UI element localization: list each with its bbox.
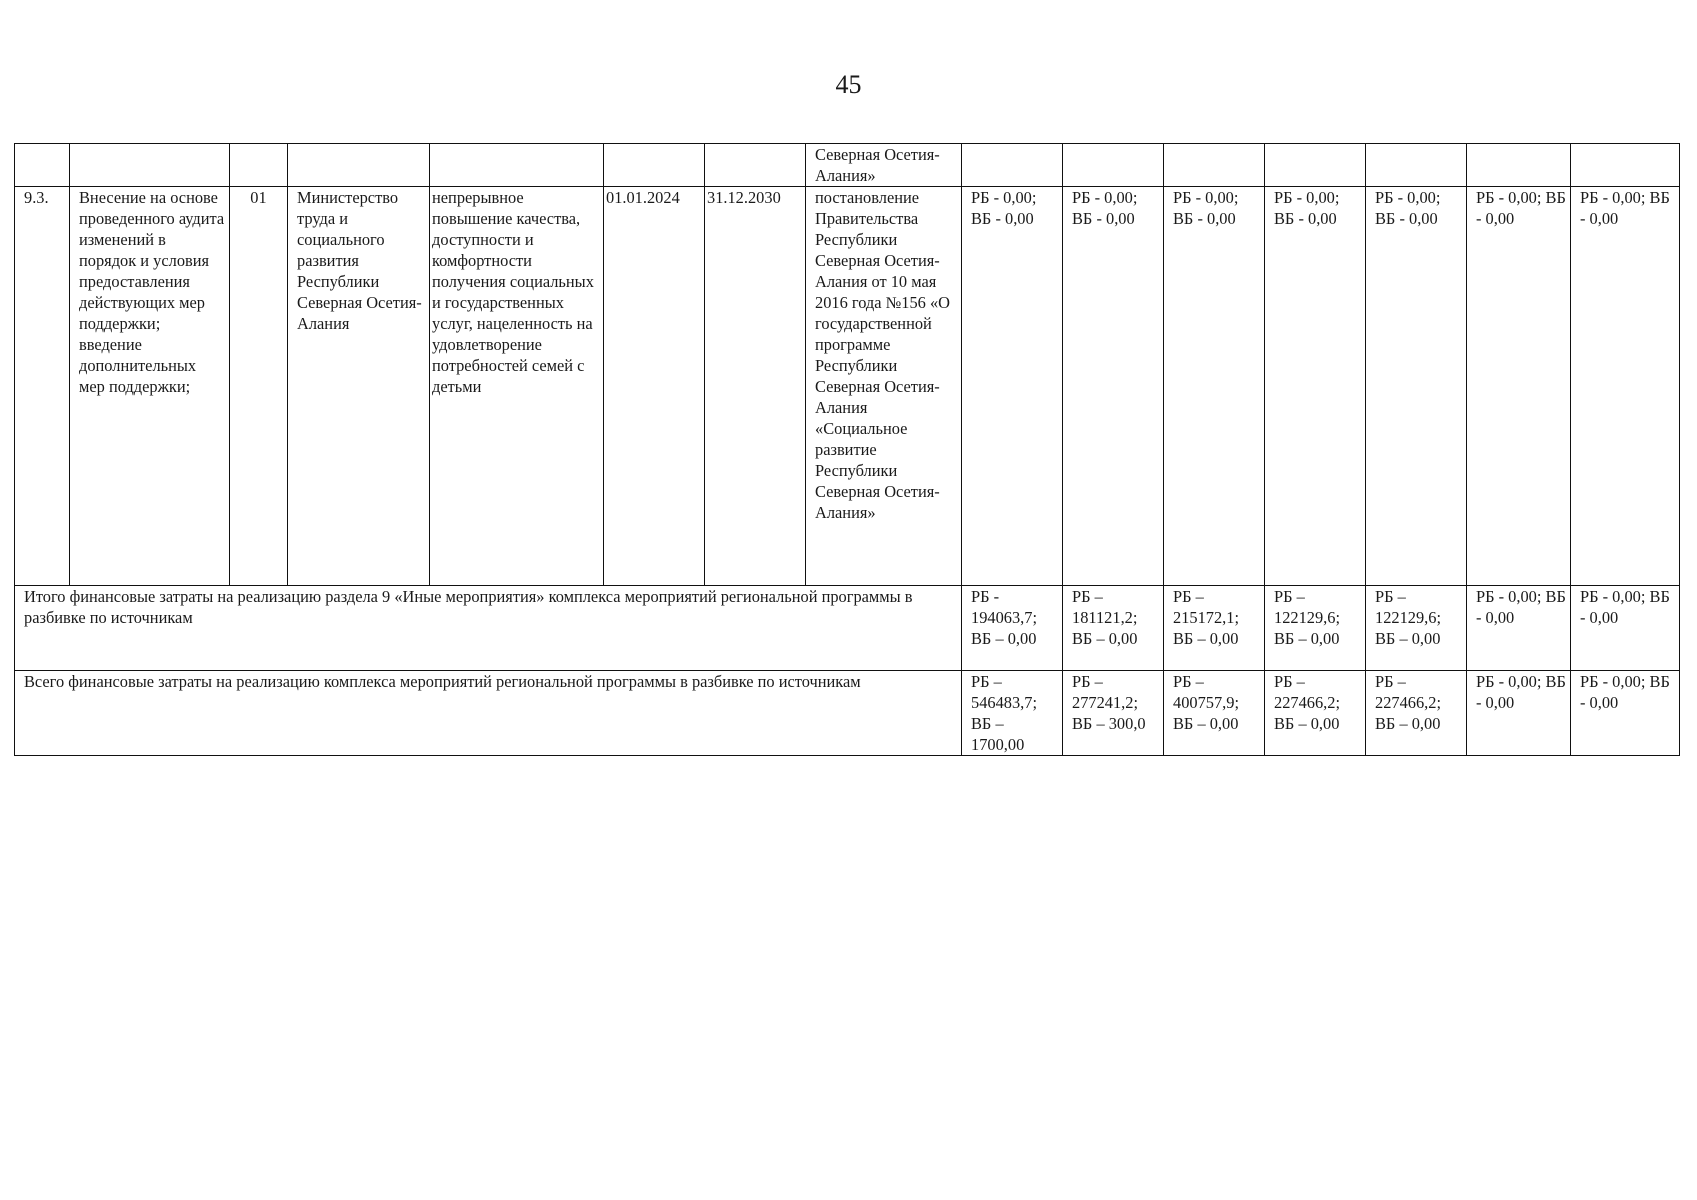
- funding-cell: РБ - 0,00; ВБ - 0,00: [1063, 187, 1164, 586]
- measure-start-date: 01.01.2024: [604, 187, 705, 586]
- table-cell: [1164, 144, 1265, 187]
- table-cell: [288, 144, 430, 187]
- table-cell: [15, 144, 70, 187]
- measure-legal-basis: постановление Правительства Республики Северная Осетия-Алания от 10 мая 2016 года №156 «О государственной программе Республики Северная Осетия-Алания «Социальное развитие Республики Северная Осетия-Алания»: [806, 187, 962, 586]
- grand-total-label: Всего финансовые затраты на реализацию комплекса мероприятий региональной программы в разбивке по источникам: [15, 671, 962, 756]
- table-cell: [705, 144, 806, 187]
- measure-code: 01: [230, 187, 288, 586]
- table-cell: [1366, 144, 1467, 187]
- page-number: 45: [835, 70, 862, 99]
- table-cell: [962, 144, 1063, 187]
- table-row-measure-9-3: [15, 187, 1680, 586]
- section-total-cell: РБ – 122129,6; ВБ – 0,00: [1366, 586, 1467, 671]
- measure-name: Внесение на основе проведенного аудита изменений в порядок и условия предоставления действующих мер поддержки; введение дополнительных мер поддержки;: [70, 187, 230, 586]
- table-cell: [70, 144, 230, 187]
- grand-total-cell: РБ – 227466,2; ВБ – 0,00: [1366, 671, 1467, 756]
- table-cell: [1571, 144, 1680, 187]
- table-cell: [604, 144, 705, 187]
- legal-basis-continuation: Северная Осетия-Алания»: [806, 144, 962, 187]
- grand-total-cell: РБ – 227466,2; ВБ – 0,00: [1265, 671, 1366, 756]
- grand-total-cell: РБ – 277241,2; ВБ – 300,0: [1063, 671, 1164, 756]
- grand-total-cell: РБ - 0,00; ВБ - 0,00: [1571, 671, 1680, 756]
- table-row-grand-total: [15, 671, 1680, 756]
- grand-total-cell: РБ - 0,00; ВБ - 0,00: [1467, 671, 1571, 756]
- measure-result: непрерывное повышение качества, доступности и комфортности получения социальных и государственных услуг, нацеленность на удовлетворение потребностей семей с детьми: [430, 187, 604, 586]
- table-cell: [430, 144, 604, 187]
- section-total-cell: РБ - 0,00; ВБ - 0,00: [1571, 586, 1680, 671]
- funding-cell: РБ - 0,00; ВБ - 0,00: [1164, 187, 1265, 586]
- measure-end-date: 31.12.2030: [705, 187, 806, 586]
- funding-cell: РБ - 0,00; ВБ - 0,00: [1571, 187, 1680, 586]
- section-total-cell: РБ – 122129,6; ВБ – 0,00: [1265, 586, 1366, 671]
- section-total-cell: РБ – 215172,1; ВБ – 0,00: [1164, 586, 1265, 671]
- measure-number: 9.3.: [15, 187, 70, 586]
- financing-table: [14, 143, 1680, 756]
- grand-total-cell: РБ – 400757,9; ВБ – 0,00: [1164, 671, 1265, 756]
- section-total-label: Итого финансовые затраты на реализацию раздела 9 «Иные мероприятия» комплекса мероприятий региональной программы в разбивке по источникам: [15, 586, 962, 671]
- table-cell: [230, 144, 288, 187]
- funding-cell: РБ - 0,00; ВБ - 0,00: [962, 187, 1063, 586]
- funding-cell: РБ - 0,00; ВБ - 0,00: [1467, 187, 1571, 586]
- funding-cell: РБ - 0,00; ВБ - 0,00: [1265, 187, 1366, 586]
- table-row-continuation: [15, 144, 1680, 187]
- measure-executor: Министерство труда и социального развития Республики Северная Осетия-Алания: [288, 187, 430, 586]
- table-cell: [1467, 144, 1571, 187]
- table-cell: [1063, 144, 1164, 187]
- table-cell: [1265, 144, 1366, 187]
- section-total-cell: РБ – 181121,2; ВБ – 0,00: [1063, 586, 1164, 671]
- funding-cell: РБ - 0,00; ВБ - 0,00: [1366, 187, 1467, 586]
- section-total-cell: РБ - 194063,7; ВБ – 0,00: [962, 586, 1063, 671]
- grand-total-cell: РБ – 546483,7; ВБ – 1700,00: [962, 671, 1063, 756]
- table-row-section-total: [15, 586, 1680, 671]
- section-total-cell: РБ - 0,00; ВБ - 0,00: [1467, 586, 1571, 671]
